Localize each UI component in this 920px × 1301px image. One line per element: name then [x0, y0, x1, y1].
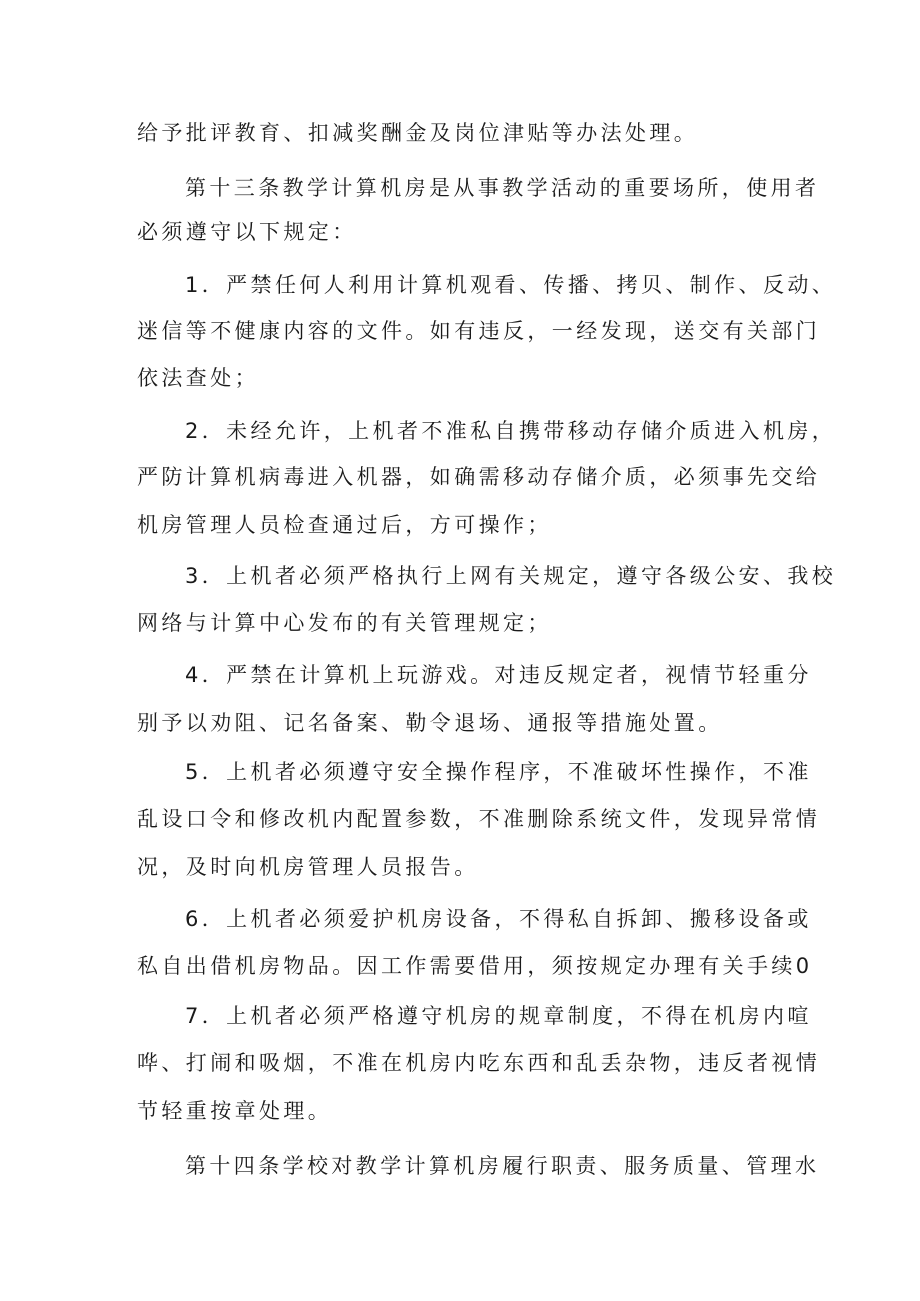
rule-1-line: 1．严禁任何人利用计算机观看、传播、拷贝、制作、反动、 — [185, 273, 837, 297]
rule-5-line: 5．上机者必须遵守安全操作程序，不准破坏性操作，不准 — [185, 760, 812, 784]
rule-6-line: 6．上机者必须爱护机房设备，不得私自拆卸、搬移设备或 — [185, 907, 812, 931]
rule-4-line: 4．严禁在计算机上玩游戏。对违反规定者，视情节轻重分 — [185, 663, 812, 687]
paragraph-line: 节轻重按章处理。 — [137, 1099, 333, 1123]
paragraph-line: 迷信等不健康内容的文件。如有违反，一经发现，送交有关部门 — [137, 319, 821, 343]
paragraph-line: 严防计算机病毒进入机器，如确需移动存储介质，必须事先交给 — [137, 465, 821, 489]
paragraph-line: 给予批评教育、扣减奖酬金及岗位津贴等办法处理。 — [137, 121, 699, 145]
rule-2-line: 2．未经允许，上机者不准私自携带移动存储介质进入机房， — [185, 419, 837, 443]
article-13-heading-line: 第十三条教学计算机房是从事教学活动的重要场所，使用者 — [185, 176, 820, 200]
paragraph-line: 私自出借机房物品。因工作需要借用，须按规定办理有关手续0 — [137, 954, 813, 978]
paragraph-line: 乱设口令和修改机内配置参数，不准删除系统文件，发现异常情 — [137, 807, 821, 831]
rule-3-line: 3．上机者必须严格执行上网有关规定，遵守各级公安、我校 — [185, 564, 837, 588]
paragraph-line: 网络与计算中心发布的有关管理规定； — [137, 611, 552, 635]
paragraph-line: 机房管理人员检查通过后，方可操作； — [137, 513, 552, 537]
paragraph-line: 别予以劝阻、记名备案、勒令退场、通报等措施处置。 — [137, 711, 723, 735]
paragraph-line: 哗、打闹和吸烟，不准在机房内吃东西和乱丢杂物，违反者视情 — [137, 1051, 821, 1075]
paragraph-line: 必须遵守以下规定： — [137, 220, 357, 244]
paragraph-line: 依法查处； — [137, 366, 259, 390]
paragraph-line: 况，及时向机房管理人员报告。 — [137, 855, 479, 879]
article-14-heading-line: 第十四条学校对教学计算机房履行职责、服务质量、管理水 — [185, 1154, 820, 1178]
rule-7-line: 7．上机者必须严格遵守机房的规章制度，不得在机房内喧 — [185, 1004, 812, 1028]
